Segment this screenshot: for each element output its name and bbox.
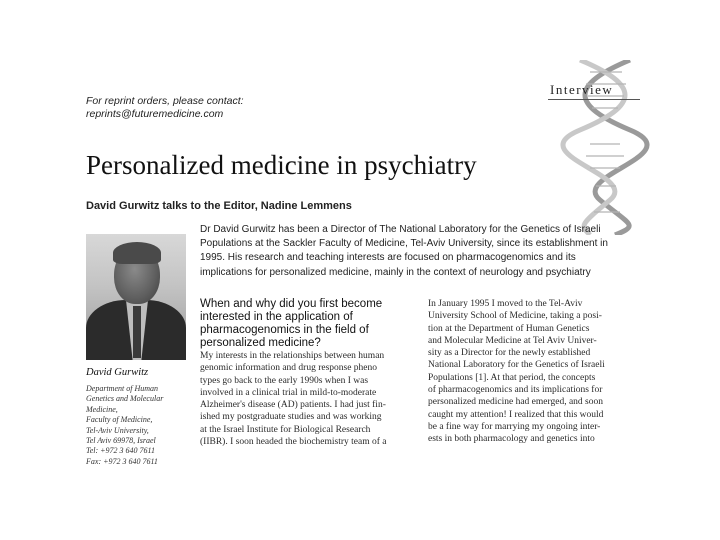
affiliation-line: Tel-Aviv University, [86,425,149,435]
body-line: be a fine way for marrying my ongoing inter- [428,421,601,432]
section-tag-rule [548,99,640,100]
body-line: Alzheimer's disease (AD) patients. I had just fin- [200,400,386,411]
author-info [86,367,186,467]
intro-line: Dr David Gurwitz has been a Director of The National Laboratory for the Genetics of Israeli [200,224,601,235]
intro-line: 1995. His research and teaching interests are focused on pharmacogenomics and its [200,252,576,264]
reprint-notice [86,95,244,121]
body-line: tion at the Department of Human Genetics [428,323,590,334]
body-line: sity as a Director for the newly established [428,348,591,359]
affiliation-line: Tel: +972 3 640 7611 [86,446,155,456]
author-photo [86,234,186,360]
body-line: ished my postgraduate studies and was working [200,412,382,423]
affiliation-line: Faculty of Medicine, [86,415,153,425]
body-line: genomic information and drug response pheno [200,363,378,374]
affiliation-line: Tel Aviv 69978, Israel [86,436,156,446]
body-line: My interests in the relationships between human [200,351,385,361]
body-line: personalized medicine had emerged, and soon [428,397,603,408]
intro-line: implications for personalized medicine, mainly in the context of neurology and psychiatry [200,266,591,278]
affiliation-line: Fax: +972 3 640 7611 [86,456,158,466]
body-line: caught my attention! I realized that this would [428,409,604,420]
answer-column-right [428,298,638,446]
body-line: ests in both pharmacology and genetics into [428,434,595,445]
affiliation-line: Department of Human [86,384,158,393]
author-name: David Gurwitz [86,367,149,378]
body-line: (IIBR). I soon headed the biochemistry team of a [200,437,387,448]
question-line: pharmacogenomics in the field of [200,324,369,336]
question-line: personalized medicine? [200,337,321,349]
question-line: interested in the application of [200,311,353,323]
photo-tie [133,306,141,358]
reprint-line-1: For reprint orders, please contact: [86,95,244,107]
body-line: of pharmacogenomics and its implications for [428,385,603,396]
affiliation-line: Medicine, [86,404,118,414]
affiliation-line: Genetics and Molecular [86,394,164,404]
question-line: When and why did you first become [200,298,383,310]
answer-column-left [200,350,388,448]
section-tag: Interview [550,82,614,97]
article-title: Personalized medicine in psychiatry [86,150,477,180]
article-subtitle: David Gurwitz talks to the Editor, Nadine Lemmens [86,200,352,212]
body-line: at the Israel Institute for Biological Research [200,424,371,435]
interview-question [200,298,390,350]
intro-paragraph [200,223,640,280]
reprint-email-link[interactable]: reprints@futuremedicine.com [86,108,224,120]
body-line: and Molecular Medicine at Tel Aviv Univer- [428,335,597,346]
body-line: National Laboratory for the Genetics of Israeli [428,360,605,371]
intro-line: Populations at the Sackler Faculty of Medicine, Tel-Aviv University, since its establishment in [200,238,608,250]
body-line: In January 1995 I moved to the Tel-Aviv [428,299,583,309]
body-line: involved in a clinical trial in mild-to-moderate [200,387,377,398]
body-line: Populations [1]. At that period, the concepts [428,372,596,383]
body-line: University School of Medicine, taking a posi- [428,311,602,322]
photo-hair [113,242,161,264]
body-line: types go back to the early 1990s when I was [200,375,369,386]
author-affiliation [86,384,186,467]
